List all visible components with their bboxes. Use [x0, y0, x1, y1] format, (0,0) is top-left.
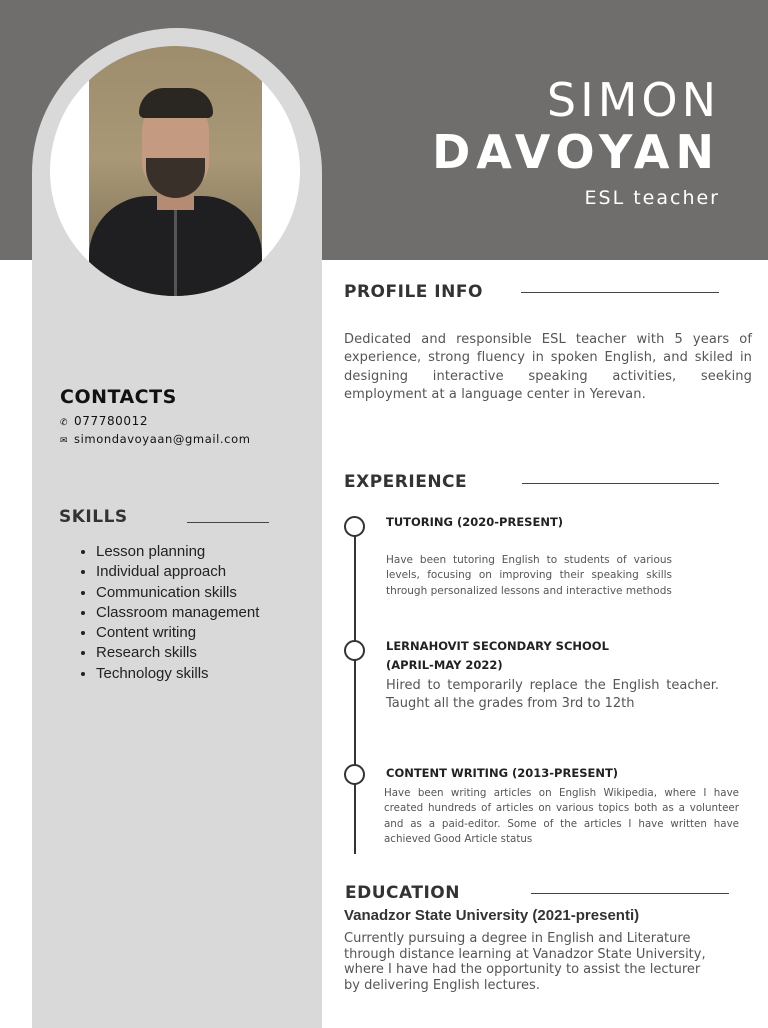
timeline-dot	[344, 640, 365, 661]
skill-item: • Communication skills	[96, 583, 259, 603]
email-row	[60, 432, 251, 446]
skill-item: • Classroom management	[96, 603, 259, 623]
skill-item: • Technology skills	[96, 664, 259, 684]
profile-summary: Dedicated and responsible ESL teacher with 5 years of experience, strong fluency in spoken English, and skiled in designing interactive speaking activities, seeking employment at a language center in Yerevan.	[344, 332, 752, 402]
envelope-icon: ✉	[60, 436, 69, 446]
first-name: SIMON	[546, 73, 720, 127]
skill-item: • Individual approach	[96, 562, 259, 582]
photo-portrait	[89, 46, 262, 296]
phone-row	[60, 414, 148, 428]
education-divider	[531, 893, 729, 894]
education-school: Vanadzor State University (2021-presenti)	[344, 907, 640, 924]
contacts-heading: CONTACTS	[60, 386, 177, 408]
education-heading: EDUCATION	[345, 883, 460, 903]
timeline-dot	[344, 764, 365, 785]
job-dates-school: (APRIL-MAY 2022)	[386, 658, 503, 672]
profile-photo	[50, 46, 300, 296]
job-description-school: Hired to temporarily replace the English teacher. Taught all the grades from 3rd to 12th	[386, 678, 719, 711]
timeline	[354, 526, 356, 854]
profile-divider	[521, 292, 719, 293]
job-title-writing: CONTENT WRITING (2013-PRESENT)	[386, 766, 619, 780]
profile-heading: PROFILE INFO	[344, 282, 483, 302]
job-title-tutoring: TUTORING (2020-PRESENT)	[386, 515, 564, 529]
job-role: ESL teacher	[584, 187, 720, 209]
experience-heading: EXPERIENCE	[344, 472, 468, 492]
full-name	[432, 74, 720, 178]
skill-item: • Content writing	[96, 623, 259, 643]
skills-list	[78, 542, 259, 684]
skill-item: • Lesson planning	[96, 542, 259, 562]
job-description-tutoring: Have been tutoring English to students of various levels, focusing on improving their speaking skills through personalized lessons and interactive methods	[386, 554, 672, 597]
phone-icon: ✆	[60, 418, 69, 428]
job-title-school: LERNAHOVIT SECONDARY SCHOOL	[386, 639, 609, 653]
experience-divider	[522, 483, 719, 484]
education-description: Currently pursuing a degree in English and Literature through distance learning at Vanadzor State University, where I have had the opportunity to assist the lecturer by delivering English lectures.	[344, 931, 706, 993]
email-address: simondavoyaan@gmail.com	[74, 432, 251, 446]
job-description-writing: Have been writing articles on English Wikipedia, where I have created hundreds of articles on various topics both as a volunteer and as a paid-editor. Some of the articles I have written have achieved Good Article status	[384, 787, 739, 845]
last-name: DAVOYAN	[432, 125, 720, 179]
skills-divider	[187, 522, 269, 523]
phone-number: 077780012	[74, 414, 149, 428]
skills-heading: SKILLS	[59, 507, 128, 527]
skill-item: • Research skills	[96, 643, 259, 663]
timeline-dot	[344, 516, 365, 537]
